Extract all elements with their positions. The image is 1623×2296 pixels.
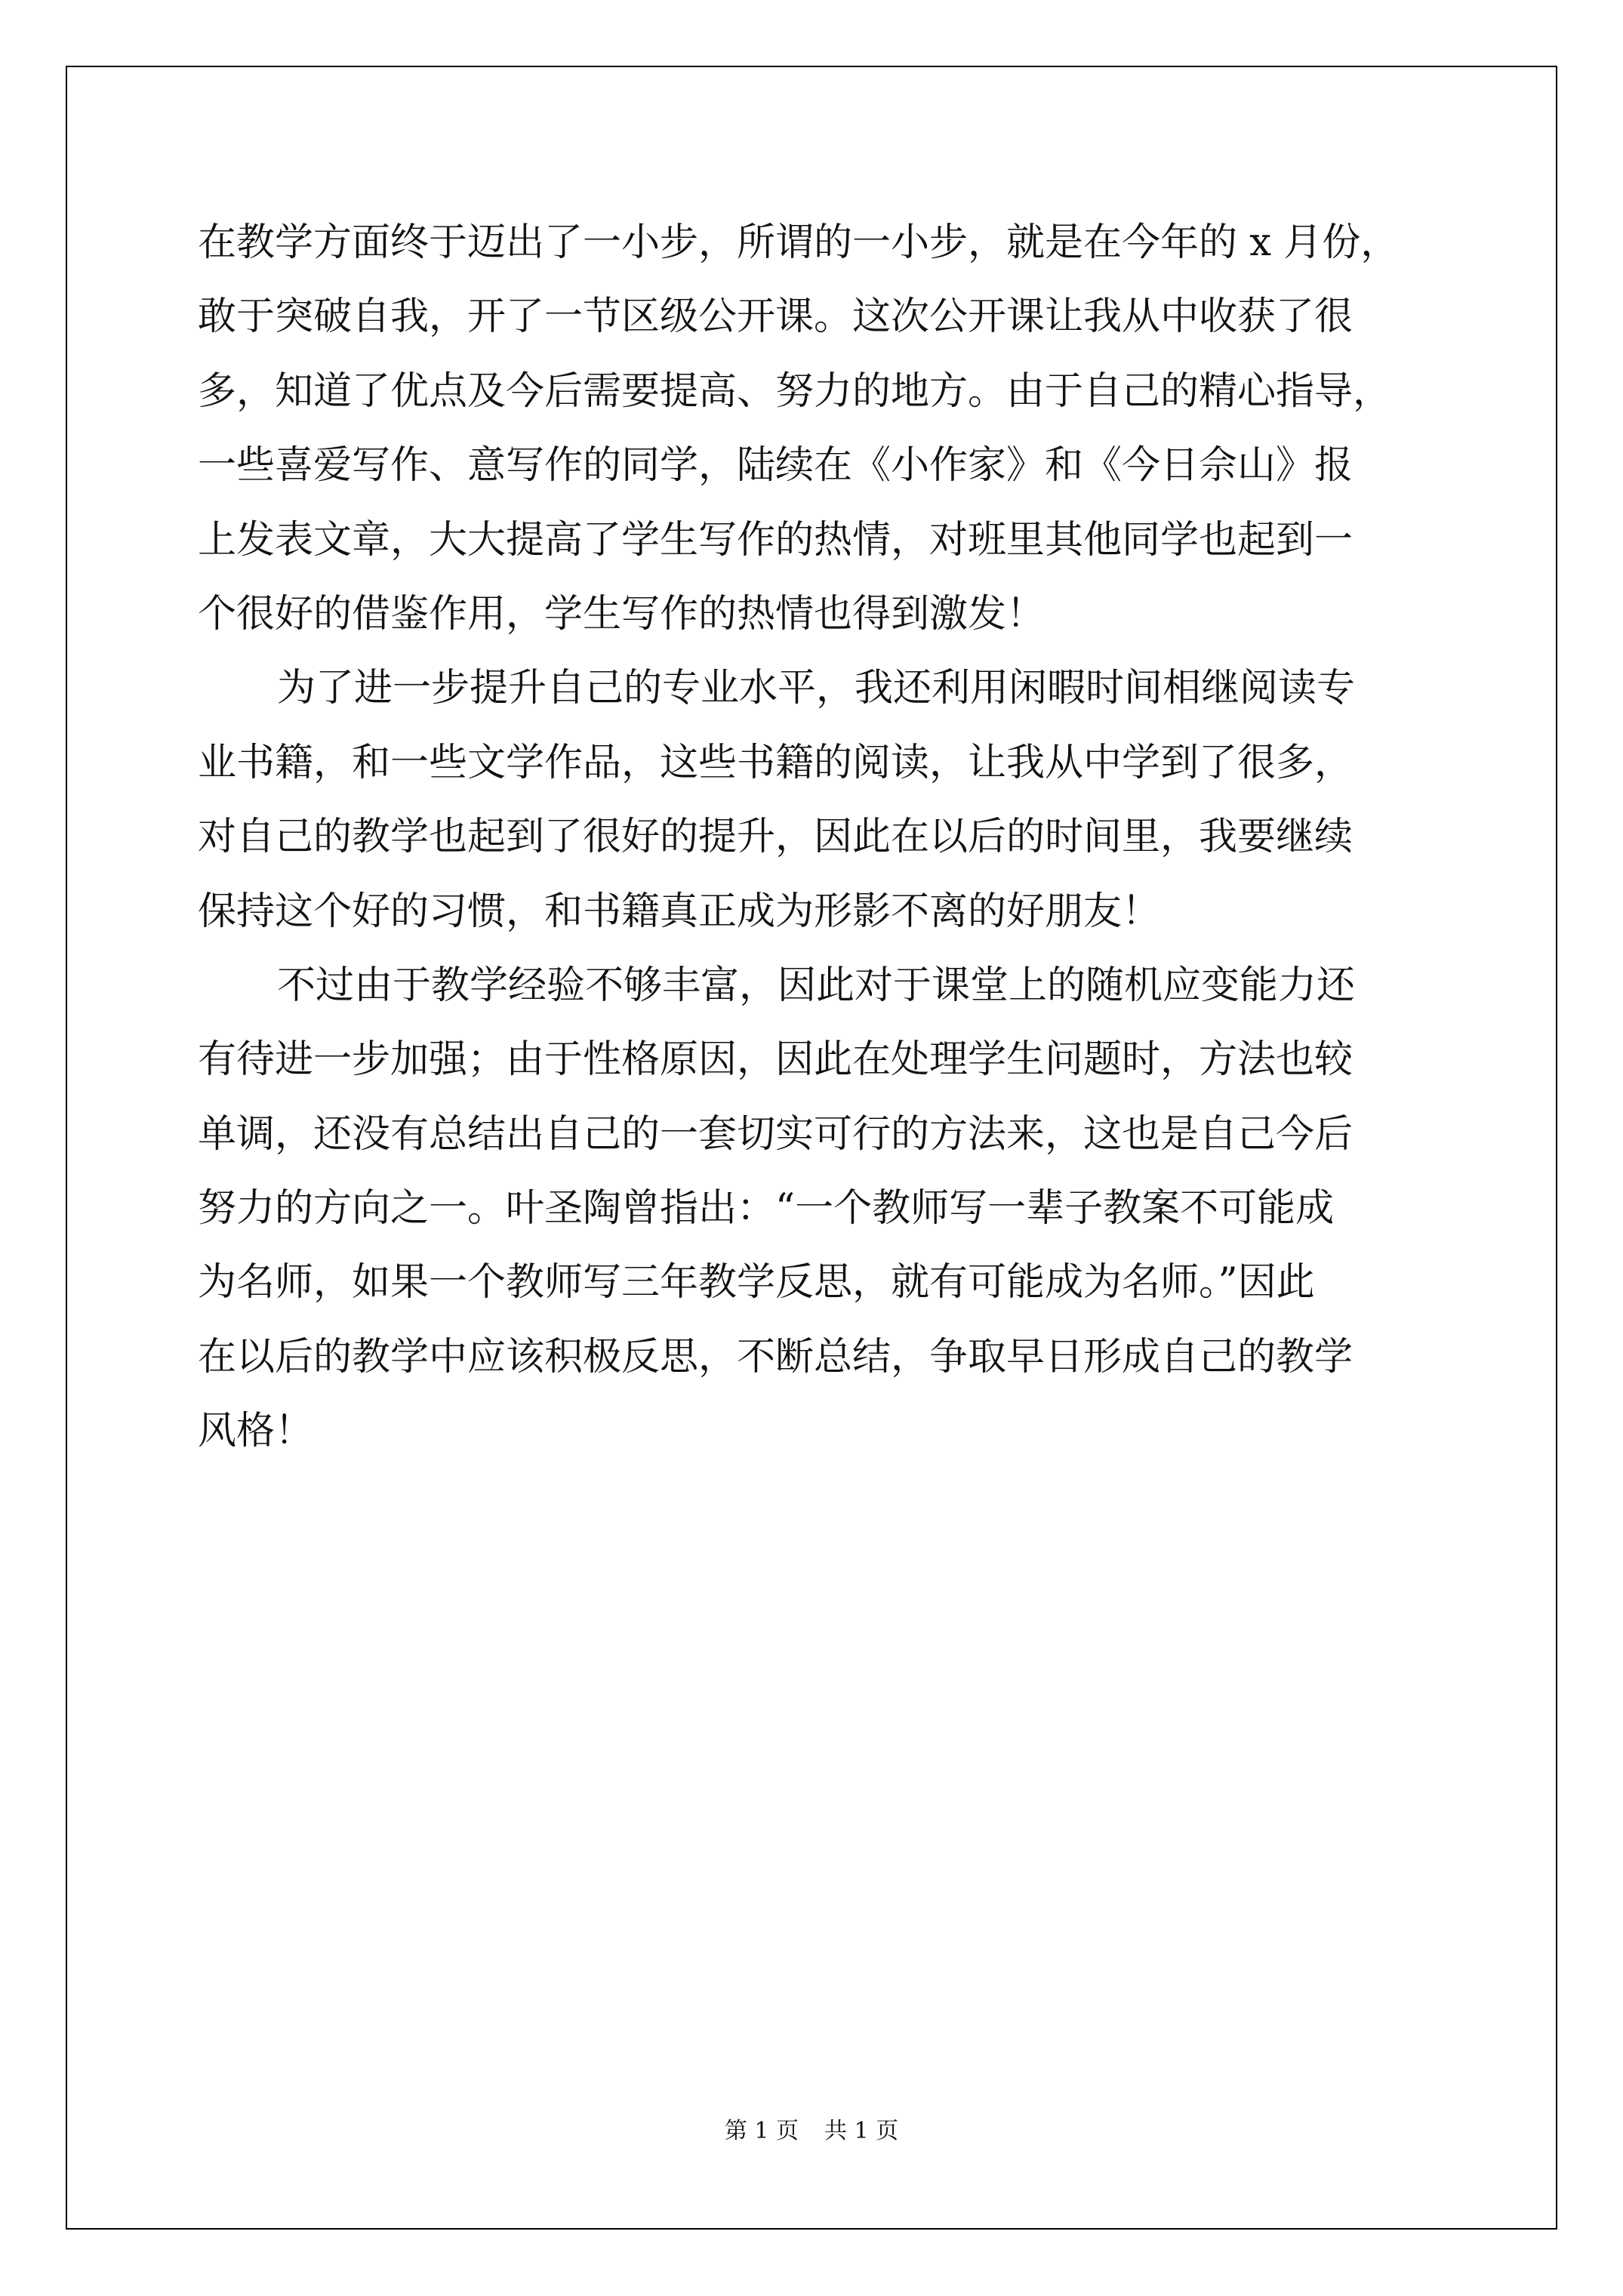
text-line: 努力的方向之一。叶圣陶曾指出：“一个教师写一辈子教案不可能成 [198, 1186, 1335, 1231]
text-line: 为了进一步提升自己的专业水平，我还利用闲暇时间相继阅读专 [277, 666, 1356, 711]
text-line: 在教学方面终于迈出了一小步，所谓的一小步，就是在今年的 x 月份， [198, 220, 1400, 265]
text-line: 不过由于教学经验不够丰富，因此对于课堂上的随机应变能力还 [277, 963, 1356, 1008]
body-text [198, 206, 1436, 1469]
text-line: 单调，还没有总结出自己的一套切实可行的方法来，这也是自己今后 [198, 1111, 1354, 1157]
text-line: 上发表文章，大大提高了学生写作的热情，对班里其他同学也起到一 [198, 517, 1354, 562]
text-line: 在以后的教学中应该积极反思，不断总结，争取早日形成自己的教学 [198, 1334, 1354, 1379]
text-line: 敢于突破自我，开了一节区级公开课。这次公开课让我从中收获了很 [198, 294, 1354, 340]
text-line: 风格！ [198, 1409, 314, 1454]
page-footer [0, 2116, 1623, 2147]
page-number: 第 1 页 [724, 2118, 799, 2144]
text-line: 有待进一步加强；由于性格原因，因此在处理学生问题时，方法也较 [198, 1037, 1354, 1083]
text-line: 业书籍，和一些文学作品，这些书籍的阅读，让我从中学到了很多， [198, 740, 1354, 785]
text-line: 保持这个好的习惯，和书籍真正成为形影不离的好朋友！ [198, 889, 1161, 934]
text-line: 一些喜爱写作、意写作的同学，陆续在《小作家》和《今日佘山》报 [198, 443, 1354, 488]
page-total: 共 1 页 [824, 2118, 899, 2144]
text-line: 为名师，如果一个教师写三年教学反思，就有可能成为名师。”因此 [198, 1260, 1315, 1305]
text-line: 多，知道了优点及今后需要提高、努力的地方。由于自己的精心指导， [198, 368, 1392, 414]
text-line: 对自己的教学也起到了很好的提升，因此在以后的时间里，我要继续 [198, 815, 1354, 860]
text-line: 个很好的借鉴作用，学生写作的热情也得到激发！ [198, 591, 1046, 636]
